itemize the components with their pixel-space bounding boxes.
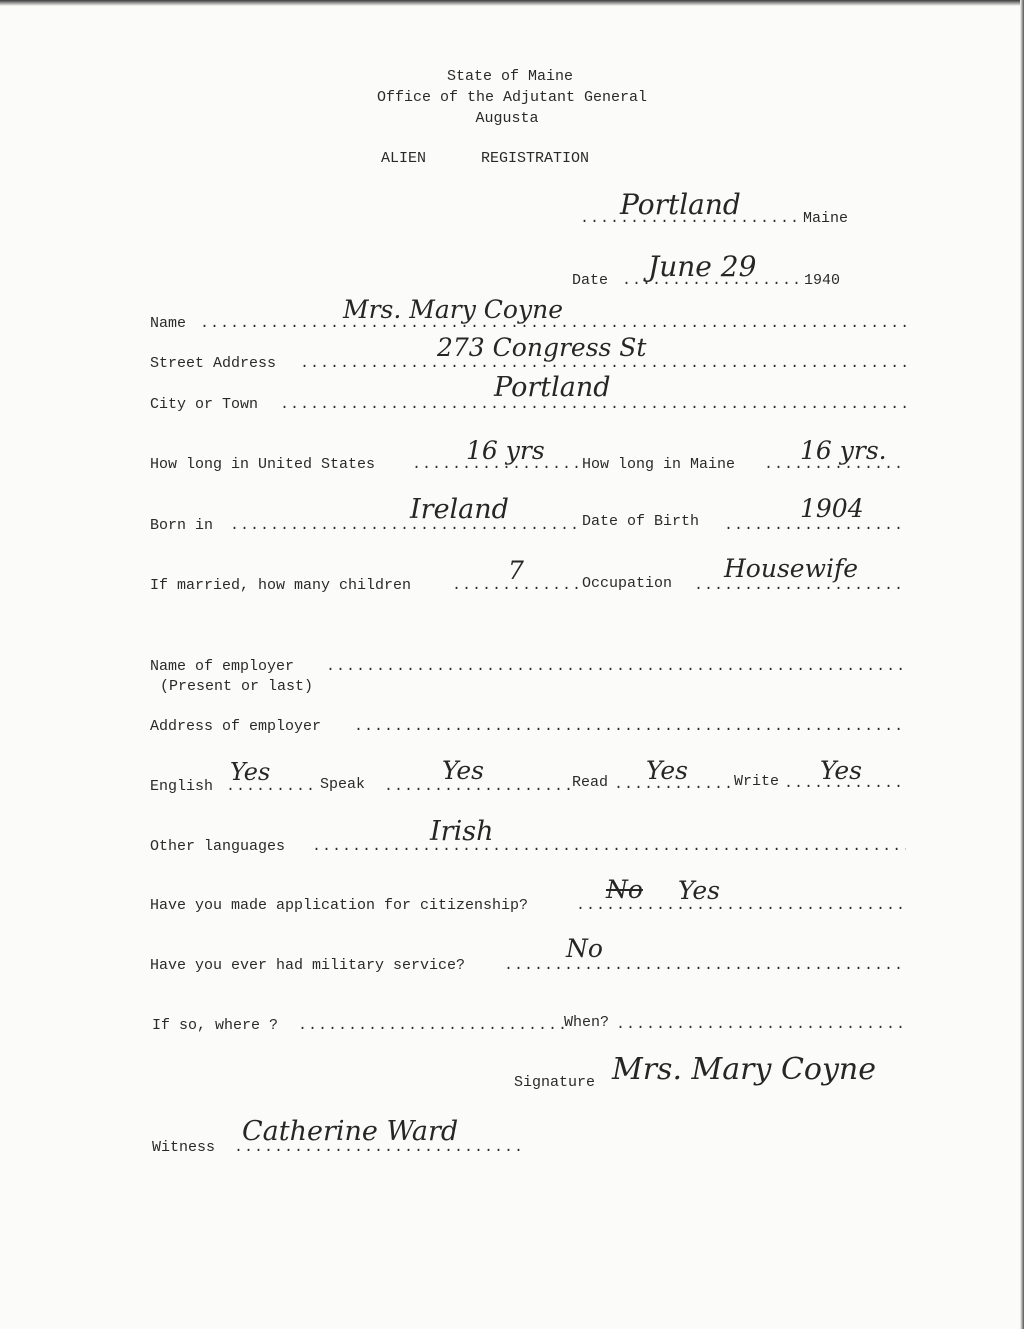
- military-label: Have you ever had military service?: [150, 957, 466, 974]
- english-value: Yes: [230, 758, 271, 786]
- write-value: Yes: [820, 756, 862, 785]
- employer-address-label: Address of employer: [150, 718, 322, 735]
- place-suffix: Maine: [803, 210, 849, 227]
- date-year: 1940: [804, 272, 841, 289]
- scan-edge-right: [1020, 0, 1024, 1329]
- date-value: June 29: [648, 250, 757, 283]
- military-value: No: [566, 934, 603, 963]
- english-label: English: [150, 778, 214, 795]
- citizenship-label: Have you made application for citizenship?: [150, 897, 529, 914]
- military-leader: [504, 957, 906, 974]
- other-languages-label: Other languages: [150, 838, 286, 855]
- speak-label: Speak: [320, 776, 366, 793]
- city-value: Portland: [494, 372, 611, 403]
- other-languages-value: Irish: [430, 816, 494, 847]
- employer-address-leader: [354, 718, 906, 735]
- occupation-label: Occupation: [582, 575, 673, 592]
- employer-name-sublabel: (Present or last): [160, 678, 314, 695]
- street-label: Street Address: [150, 355, 277, 372]
- born-in-label: Born in: [150, 517, 214, 534]
- children-label: If married, how many children: [150, 577, 412, 594]
- citizenship-struck-value: No: [606, 875, 643, 904]
- how-long-maine-value: 16 yrs.: [800, 436, 887, 465]
- signature-value: Mrs. Mary Coyne: [612, 1052, 876, 1087]
- how-long-us-value: 16 yrs: [466, 436, 545, 465]
- born-in-leader: [230, 517, 580, 534]
- employer-name-leader: [326, 658, 906, 675]
- if-so-where-leader: [298, 1017, 564, 1034]
- header-state: State of Maine: [446, 68, 574, 85]
- how-long-us-label: How long in United States: [150, 456, 376, 473]
- born-in-value: Ireland: [410, 494, 509, 525]
- other-languages-leader: [312, 838, 906, 855]
- write-label: Write: [734, 773, 780, 790]
- when-label: When?: [564, 1014, 610, 1031]
- form-title-registration: REGISTRATION: [481, 150, 590, 167]
- if-so-where-label: If so, where ?: [152, 1017, 279, 1034]
- form-title-alien: ALIEN: [381, 150, 427, 167]
- name-label: Name: [150, 315, 187, 332]
- date-of-birth-value: 1904: [800, 494, 864, 523]
- place-value: Portland: [620, 188, 741, 221]
- speak-value: Yes: [442, 756, 484, 785]
- street-value: 273 Congress St: [437, 333, 647, 362]
- date-label: Date: [572, 272, 609, 289]
- citizenship-value: Yes: [678, 876, 720, 905]
- city-label: City or Town: [150, 396, 259, 413]
- how-long-maine-label: How long in Maine: [582, 456, 736, 473]
- header-city: Augusta: [475, 110, 539, 127]
- read-label: Read: [572, 774, 609, 791]
- date-of-birth-label: Date of Birth: [582, 513, 700, 530]
- signature-label: Signature: [514, 1074, 596, 1091]
- read-value: Yes: [646, 756, 688, 785]
- children-value: 7: [508, 556, 524, 585]
- employer-name-label: Name of employer: [150, 658, 295, 675]
- when-leader: [616, 1016, 906, 1033]
- name-value: Mrs. Mary Coyne: [343, 295, 563, 324]
- occupation-value: Housewife: [724, 554, 859, 583]
- header-office: Office of the Adjutant General: [376, 89, 648, 106]
- witness-value: Catherine Ward: [242, 1116, 459, 1147]
- scan-edge-top: [0, 0, 1024, 6]
- witness-label: Witness: [152, 1139, 216, 1156]
